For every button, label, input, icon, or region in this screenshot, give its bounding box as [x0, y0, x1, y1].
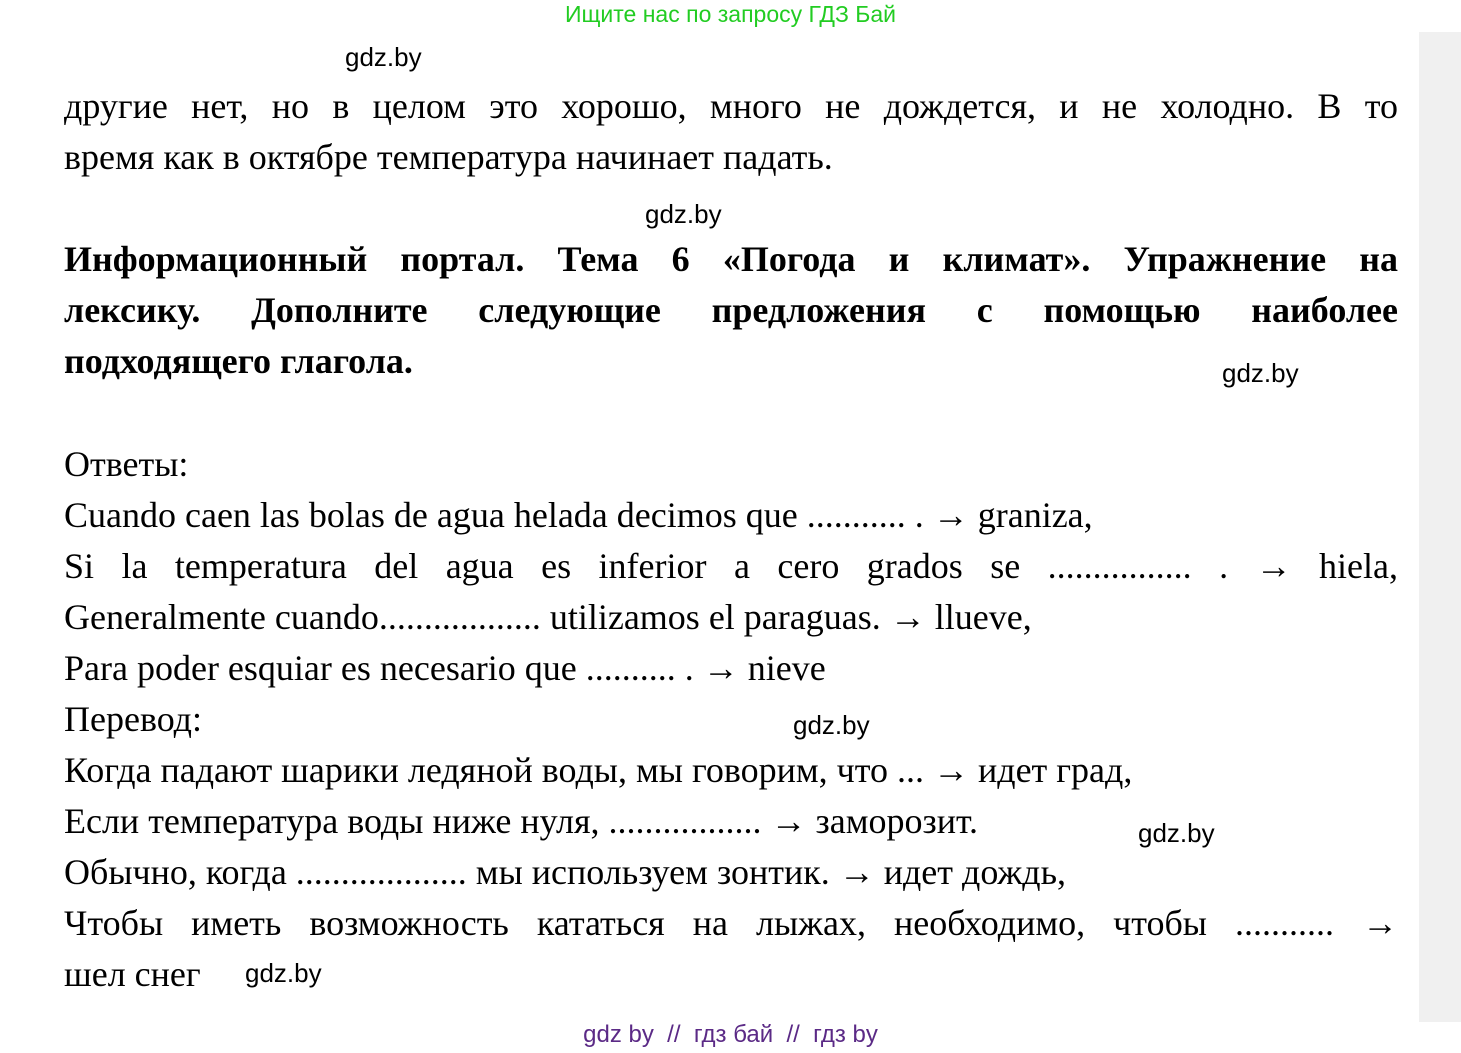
footer-links[interactable]: gdz by // гдз бай // гдз by: [583, 1021, 878, 1048]
watermark: gdz.by: [1222, 358, 1299, 388]
answers-label: Ответы:: [64, 444, 189, 484]
translation-line: шел снег: [64, 954, 201, 994]
answers-section: [64, 439, 1398, 1000]
intro-line: другие нет, но в целом это хорошо, много не дождется, и не холодно. В то: [64, 86, 1398, 126]
answer-line: Cuando caen las bolas de agua helada decimos que ........... . → graniza,: [64, 495, 1093, 535]
watermark: gdz.by: [793, 710, 870, 740]
answer-line: Para poder esquiar es necesario que .......... . → nieve: [64, 648, 826, 688]
heading-line: лексику. Дополните следующие предложения с помощью наиболее: [64, 290, 1398, 330]
heading-line: подходящего глагола.: [64, 341, 413, 381]
exercise-heading: [64, 234, 1398, 387]
heading-line: Информационный портал. Тема 6 «Погода и климат». Упражнение на: [64, 239, 1398, 279]
intro-line: время как в октябре температура начинает падать.: [64, 137, 833, 177]
translation-label: Перевод:: [64, 699, 202, 739]
search-banner: Ищите нас по запросу ГДЗ Бай: [564, 1, 897, 27]
watermark: gdz.by: [345, 42, 422, 72]
translation-line: Чтобы иметь возможность кататься на лыжах, необходимо, чтобы ........... →: [64, 903, 1398, 943]
translation-line: Если температура воды ниже нуля, ................. → заморозит.: [64, 801, 979, 841]
watermark: gdz.by: [1138, 818, 1215, 848]
answer-line: Si la temperatura del agua es inferior a cero grados se ................ . → hiela,: [64, 546, 1398, 586]
intro-paragraph: [64, 81, 1398, 183]
watermark: gdz.by: [245, 958, 322, 988]
translation-line: Обычно, когда ................... мы используем зонтик. → идет дождь,: [64, 852, 1067, 892]
translation-line: Когда падают шарики ледяной воды, мы говорим, что ... → идет град,: [64, 750, 1133, 790]
scrollbar-track[interactable]: [1419, 32, 1461, 1022]
watermark: gdz.by: [645, 199, 722, 229]
answer-line: Generalmente cuando.................. utilizamos el paraguas. → llueve,: [64, 597, 1032, 637]
